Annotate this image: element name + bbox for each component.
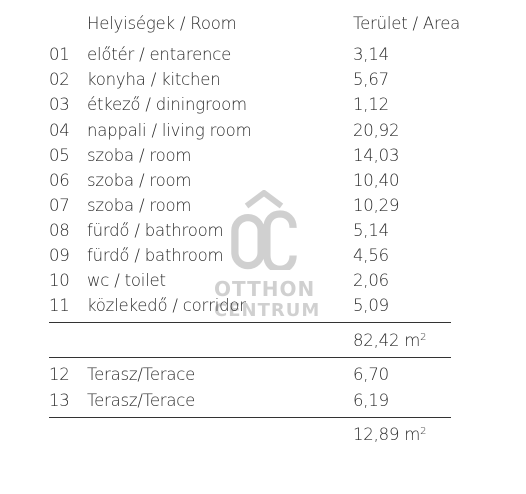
row-number: 04 bbox=[49, 121, 70, 140]
row-area: 20,92 bbox=[353, 121, 400, 140]
terraces-total-unit-exponent: 2 bbox=[420, 426, 427, 437]
row-room-name: fürdő / bathroom bbox=[87, 246, 224, 265]
row-area: 6,70 bbox=[353, 365, 389, 384]
row-number: 08 bbox=[49, 221, 70, 240]
row-number: 12 bbox=[49, 365, 70, 384]
row-room-name: közlekedő / corridor bbox=[87, 296, 246, 315]
row-room-name: fürdő / bathroom bbox=[87, 221, 224, 240]
oc-logo-icon bbox=[218, 190, 310, 270]
row-number: 02 bbox=[49, 70, 70, 89]
row-area: 6,19 bbox=[353, 391, 389, 410]
row-number: 05 bbox=[49, 146, 70, 165]
row-area: 5,14 bbox=[353, 221, 389, 240]
divider bbox=[49, 322, 451, 323]
row-area: 5,67 bbox=[353, 70, 389, 89]
divider bbox=[49, 357, 451, 358]
rooms-total bbox=[353, 331, 426, 351]
divider bbox=[49, 417, 451, 418]
row-room-name: konyha / kitchen bbox=[87, 70, 221, 89]
room-column-header: Helyiségek / Room bbox=[87, 14, 237, 33]
row-area: 4,56 bbox=[353, 246, 389, 265]
row-number: 11 bbox=[49, 296, 70, 315]
row-room-name: Terasz/Terace bbox=[87, 365, 196, 384]
watermark-line2: CENTRUM bbox=[214, 300, 321, 321]
row-area: 1,12 bbox=[353, 95, 389, 114]
row-room-name: Terasz/Terace bbox=[87, 391, 196, 410]
row-number: 10 bbox=[49, 271, 70, 290]
row-room-name: szoba / room bbox=[87, 171, 192, 190]
row-number: 06 bbox=[49, 171, 70, 190]
rooms-total-value: 82,42 m bbox=[353, 331, 421, 350]
row-area: 2,06 bbox=[353, 271, 389, 290]
row-area: 5,09 bbox=[353, 296, 389, 315]
row-number: 13 bbox=[49, 391, 70, 410]
row-area: 3,14 bbox=[353, 45, 389, 64]
row-area: 10,40 bbox=[353, 171, 400, 190]
row-number: 01 bbox=[49, 45, 70, 64]
watermark-line1: OTTHON bbox=[214, 277, 316, 301]
row-number: 09 bbox=[49, 246, 70, 265]
row-room-name: étkező / diningroom bbox=[87, 95, 247, 114]
rooms-total-unit-exponent: 2 bbox=[420, 332, 427, 343]
row-room-name: szoba / room bbox=[87, 146, 192, 165]
row-room-name: előtér / entarence bbox=[87, 45, 232, 64]
row-room-name: szoba / room bbox=[87, 196, 192, 215]
area-column-header: Terület / Area bbox=[353, 14, 461, 33]
row-number: 07 bbox=[49, 196, 70, 215]
row-number: 03 bbox=[49, 95, 70, 114]
row-room-name: wc / toilet bbox=[87, 271, 166, 290]
row-room-name: nappali / living room bbox=[87, 121, 252, 140]
row-area: 14,03 bbox=[353, 146, 400, 165]
row-area: 10,29 bbox=[353, 196, 400, 215]
terraces-total bbox=[353, 425, 426, 445]
terraces-total-value: 12,89 m bbox=[353, 425, 421, 444]
